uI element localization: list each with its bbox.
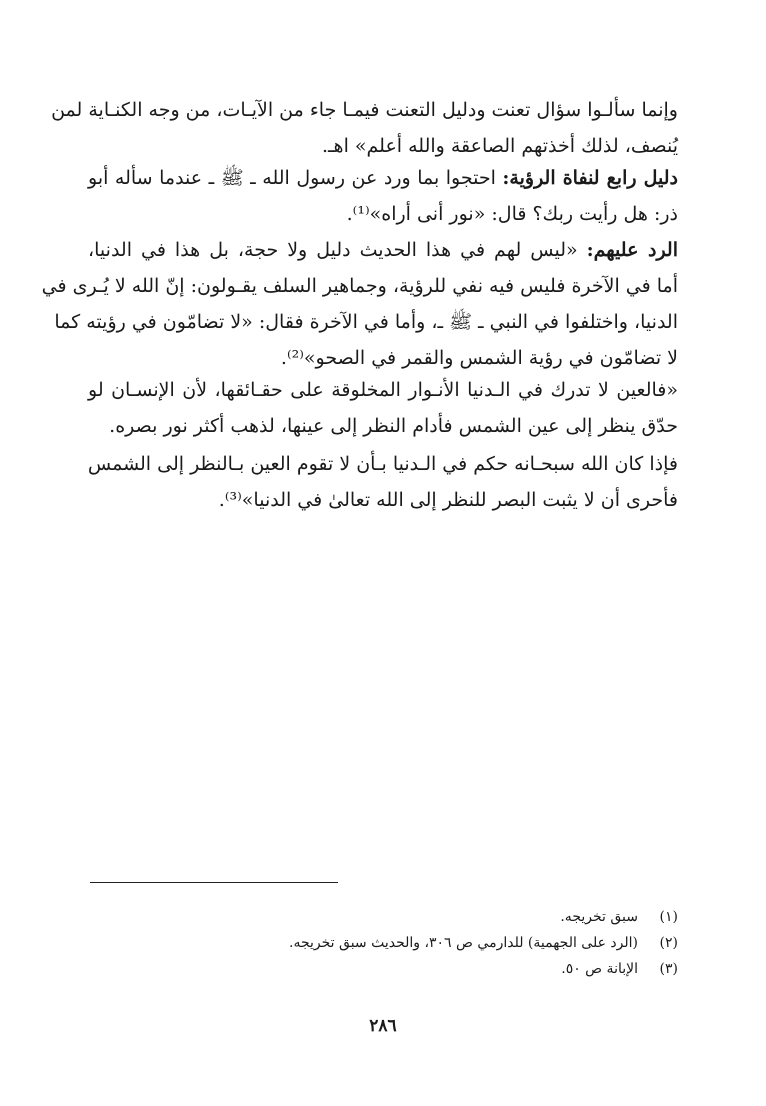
footnote-item — [88, 956, 678, 982]
text-line-continuation: «ليس لهم في هذا الحديث دليل ولا حجة، بل هذا في الدنيا، — [88, 239, 587, 261]
paragraph-lead-heading: دليل رابع لنفاة الرؤية: — [502, 167, 678, 189]
text-line: أما في الآخرة فليس فيه نفي للرؤية، وجماهير السلف يقـولون: إنّ الله لا يُـرى في — [41, 275, 678, 297]
text-line: فإذا كان الله سبحـانه حكم في الـدنيا بـأن لا تقوم العين بـالنظر إلى الشمس — [87, 453, 678, 475]
text-line: ذر: هل رأيت ربك؟ قال: «نور أنى أراه»⁽¹⁾. — [346, 203, 678, 225]
footnote-number: (٢) — [659, 935, 678, 951]
paragraph-lead-heading: الرد عليهم: — [586, 239, 678, 261]
text-line-continuation: احتجوا بما ورد عن رسول الله ـ ﷺ ـ عندما سأله أبو — [88, 167, 503, 189]
footnote-divider — [90, 882, 338, 883]
text-line: لا تضامّون في رؤية الشمس والقمر في الصحو»⁽²⁾. — [280, 347, 678, 369]
footnote-text: الإبانة ص ٥٠. — [561, 961, 638, 977]
footnote-text: (الرد على الجهمية) للدارمي ص ٣٠٦، والحديث سبق تخريجه. — [289, 935, 638, 951]
paragraph-3 — [41, 232, 678, 376]
footnote-item — [88, 930, 678, 956]
text-line — [88, 160, 678, 196]
paragraph-5 — [88, 446, 678, 518]
footnote-text: سبق تخريجه. — [560, 909, 638, 925]
page-number: ٢٨٦ — [369, 1016, 397, 1036]
text-line: يُنصف، لذلك أخذتهم الصاعقة والله أعلم» اهـ. — [321, 135, 678, 157]
footnote-number: (١) — [659, 909, 678, 925]
footnote-number: (٣) — [659, 961, 678, 977]
paragraph-1 — [51, 92, 678, 164]
text-line — [88, 232, 678, 268]
text-line: الدنيا، واختلفوا في النبي ـ ﷺ ـ، وأما في الآخرة فقال: «لا تضامّون في رؤيته كما — [54, 311, 678, 333]
text-line: «فالعين لا تدرك في الـدنيا الأنـوار المخلوقة على حقـائقها، لأن الإنسـان لو — [88, 379, 678, 401]
text-line: وإنما سألـوا سؤال تعنت ودليل التعنت فيمـا جاء من الآيـات، من وجه الكنـاية لمن — [51, 99, 678, 121]
paragraph-4 — [88, 372, 678, 444]
footnote-item — [88, 904, 678, 930]
paragraph-2 — [88, 160, 678, 232]
text-line: حدّق ينظر إلى عين الشمس فأدام النظر إلى عينها، لذهب أكثر نور بصره. — [109, 415, 678, 437]
text-line: فأحرى أن لا يثبت البصر للنظر إلى الله تعالىٰ في الدنيا»⁽³⁾. — [218, 489, 678, 511]
